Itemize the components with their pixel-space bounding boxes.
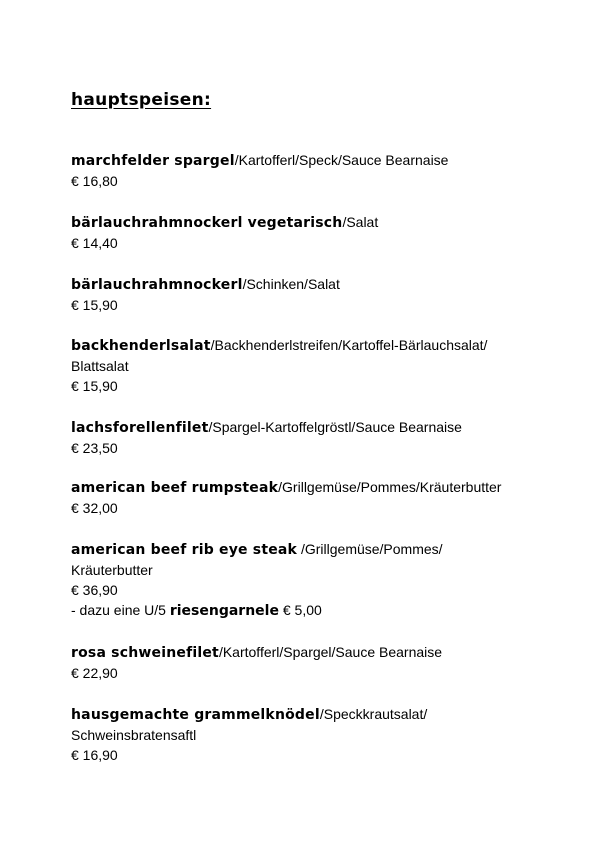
menu-item-description: /Schinken/Salat: [242, 276, 340, 292]
menu-item-price: € 15,90: [71, 378, 118, 394]
menu-item-description: /Grillgemüse/Pommes/: [297, 541, 443, 557]
menu-item-name: hausgemachte grammelknödel: [71, 707, 320, 723]
menu-item-name: backhenderlsalat: [71, 338, 211, 354]
menu-item-description: /Kartofferl/Speck/Sauce Bearnaise: [234, 152, 449, 168]
menu-item-marchfelder-spargel: [71, 150, 541, 191]
menu-item-description-continued: Schweinsbratensaftl: [71, 727, 197, 743]
menu-item-baerlauchrahmnockerl: [71, 274, 541, 315]
menu-item-addon: [71, 600, 541, 621]
menu-item-line: [71, 477, 541, 498]
menu-item-price: € 32,00: [71, 500, 118, 516]
menu-item-line: [71, 274, 541, 295]
menu-item-line: [71, 150, 541, 171]
menu-item-description: /Backhenderlstreifen/Kartoffel-Bärlauchsalat/: [210, 337, 488, 353]
menu-item-backhenderlsalat: [71, 335, 541, 396]
menu-item-name: american beef rib eye steak: [71, 542, 298, 558]
menu-item-line: [71, 704, 541, 725]
menu-item-line: [71, 642, 541, 663]
menu-item-name: american beef rumpsteak: [71, 480, 279, 496]
menu-item-price: € 23,50: [71, 440, 118, 456]
menu-item-description: /Salat: [342, 214, 379, 230]
menu-item-price: € 16,80: [71, 173, 118, 189]
menu-item-rosa-schweinefilet: [71, 642, 541, 683]
menu-item-lachsforellenfilet: [71, 417, 541, 458]
addon-prefix: - dazu eine U/5: [71, 602, 170, 618]
addon-price: € 5,00: [278, 602, 322, 618]
menu-item-description-continued: Kräuterbutter: [71, 562, 153, 578]
menu-item-price: € 16,90: [71, 747, 118, 763]
menu-item-price: € 36,90: [71, 582, 118, 598]
menu-item-hausgemachte-grammelknoedel: [71, 704, 541, 765]
menu-item-american-beef-rib-eye-steak: [71, 539, 541, 621]
menu-item-price: € 22,90: [71, 665, 118, 681]
menu-item-description: /Grillgemüse/Pommes/Kräuterbutter: [278, 479, 502, 495]
menu-item-name: bärlauchrahmnockerl vegetarisch: [71, 215, 343, 231]
menu-item-line: [71, 335, 541, 356]
menu-item-price: € 14,40: [71, 235, 118, 251]
menu-item-price: € 15,90: [71, 297, 118, 313]
menu-item-line: [71, 417, 541, 438]
addon-name: riesengarnele: [169, 603, 279, 619]
menu-item-name: lachsforellenfilet: [71, 420, 209, 436]
menu-item-line: [71, 539, 541, 560]
menu-item-description: /Spargel-Kartoffelgröstl/Sauce Bearnaise: [208, 419, 462, 435]
menu-item-name: marchfelder spargel: [71, 153, 235, 169]
menu-item-description: /Kartofferl/Spargel/Sauce Bearnaise: [218, 644, 443, 660]
menu-item-description: /Speckkrautsalat/: [319, 706, 428, 722]
menu-item-description-continued: Blattsalat: [71, 358, 129, 374]
menu-item-line: [71, 212, 541, 233]
section-title: hauptspeisen:: [71, 90, 212, 110]
menu-item-american-beef-rumpsteak: [71, 477, 541, 518]
menu-item-name: bärlauchrahmnockerl: [71, 277, 243, 293]
menu-item-name: rosa schweinefilet: [71, 645, 219, 661]
menu-item-baerlauchrahmnockerl-vegetarisch: [71, 212, 541, 253]
